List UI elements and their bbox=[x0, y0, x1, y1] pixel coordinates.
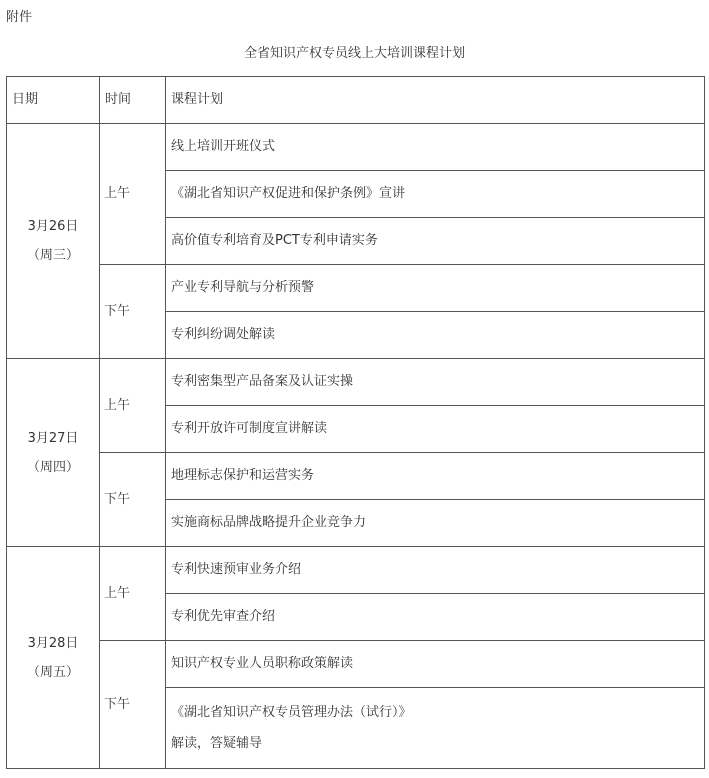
date-text: 3月28日 bbox=[27, 635, 79, 651]
weekday-text: （周四） bbox=[26, 459, 79, 475]
table-row bbox=[7, 641, 705, 688]
table-row bbox=[7, 265, 705, 312]
course-cell: 专利快速预审业务介绍 bbox=[166, 547, 705, 594]
date-text: 3月27日 bbox=[27, 430, 79, 446]
attachment-label: 附件 bbox=[6, 10, 33, 25]
time-cell: 上午 bbox=[100, 124, 166, 265]
table-row bbox=[7, 547, 705, 594]
time-cell: 下午 bbox=[100, 453, 166, 547]
course-cell: 专利密集型产品备案及认证实操 bbox=[166, 359, 705, 406]
page-title: 全省知识产权专员线上大培训课程计划 bbox=[243, 46, 465, 61]
table-row bbox=[7, 124, 705, 171]
date-text: 3月26日 bbox=[27, 219, 79, 234]
course-cell: 实施商标品牌战略提升企业竞争力 bbox=[166, 500, 705, 547]
course-cell: 高价值专利培育及PCT专利申请实务 bbox=[166, 218, 705, 265]
course-cell: 地理标志保护和运营实务 bbox=[166, 453, 705, 500]
date-cell bbox=[7, 547, 100, 769]
course-cell: 专利开放许可制度宣讲解读 bbox=[166, 406, 705, 453]
weekday-text: （周五） bbox=[26, 664, 79, 680]
course-cell: 专利优先审查介绍 bbox=[166, 594, 705, 641]
course-cell bbox=[166, 688, 705, 769]
header-time: 时间 bbox=[100, 77, 166, 124]
weekday-text: （周三） bbox=[26, 248, 79, 263]
date-cell bbox=[7, 359, 100, 547]
course-cell: 专利纠纷调处解读 bbox=[166, 312, 705, 359]
course-line: 解读，答疑辅导 bbox=[171, 736, 263, 751]
course-cell: 知识产权专业人员职称政策解读 bbox=[166, 641, 705, 688]
time-cell: 下午 bbox=[100, 641, 166, 769]
course-schedule-table bbox=[6, 76, 705, 769]
time-cell: 上午 bbox=[100, 359, 166, 453]
time-cell: 上午 bbox=[100, 547, 166, 641]
course-line: 《湖北省知识产权专员管理办法（试行）》 bbox=[171, 705, 412, 720]
course-cell: 线上培训开班仪式 bbox=[166, 124, 705, 171]
time-cell: 下午 bbox=[100, 265, 166, 359]
course-cell: 产业专利导航与分析预警 bbox=[166, 265, 705, 312]
table-header-row bbox=[7, 77, 705, 124]
header-date: 日期 bbox=[7, 77, 100, 124]
table-row bbox=[7, 359, 705, 406]
header-course-plan: 课程计划 bbox=[166, 77, 705, 124]
date-cell bbox=[7, 124, 100, 359]
course-cell: 《湖北省知识产权促进和保护条例》宣讲 bbox=[166, 171, 705, 218]
table-row bbox=[7, 453, 705, 500]
